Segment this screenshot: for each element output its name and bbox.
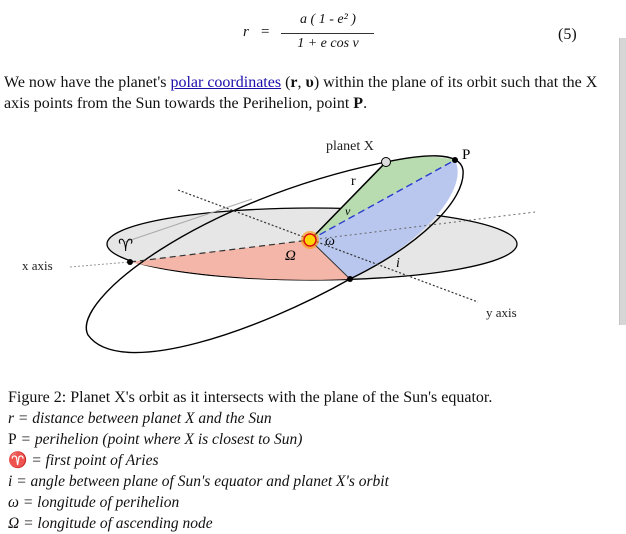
para-v-symbol: υ <box>305 74 314 91</box>
perihelion-label: P <box>462 147 471 163</box>
y-axis-label: y axis <box>486 305 517 320</box>
caption-line-perihelion: P = perihelion (point where X is closest to Sun) <box>8 431 303 448</box>
para-text-2: ( <box>281 74 291 91</box>
para-r-symbol: r <box>290 74 298 91</box>
equation-number: (5) <box>558 26 577 43</box>
equation-numerator: a ( 1 - e² ) <box>300 12 356 27</box>
aries-label: ♈ <box>118 236 134 256</box>
x-axis-line <box>70 262 130 267</box>
fraction-bar <box>281 33 374 34</box>
i-label: i <box>396 256 400 271</box>
para-text-4: . <box>363 95 368 112</box>
page-scrollbar[interactable] <box>619 38 626 325</box>
small-omega-label: ω <box>325 234 335 249</box>
para-P-symbol: P <box>353 95 364 112</box>
equation-equals: = <box>261 24 270 40</box>
para-text-3: ) within the plane of its orbit such that the X axis points from the Sun towards the Perihelion, point <box>4 74 598 112</box>
planet-x-label: planet X <box>326 139 374 154</box>
sun-icon <box>301 231 319 249</box>
r-label: r <box>351 174 356 189</box>
intro-paragraph <box>4 72 604 114</box>
orbit-diagram <box>0 130 560 380</box>
equation-lhs: r <box>243 24 249 40</box>
para-text-1: We now have the planet's <box>4 74 171 91</box>
equation-denominator: 1 + e cos v <box>297 36 359 51</box>
x-axis-label: x axis <box>22 258 53 273</box>
big-omega-label: Ω <box>285 248 296 264</box>
descending-node-point <box>347 276 353 282</box>
perihelion-point <box>452 157 458 163</box>
caption-line-omega: ω = longitude of perihelion <box>8 494 180 511</box>
caption-line-inclination: i = angle between plane of Sun's equator and planet X's orbit <box>8 473 389 490</box>
caption-line-r: r = distance between planet X and the Sun <box>8 410 272 427</box>
orbit-equation <box>0 0 626 62</box>
polar-coordinates-link[interactable]: polar coordinates <box>170 74 282 91</box>
caption-line-aries: ♈ = first point of Aries <box>8 452 159 469</box>
figure-caption <box>8 387 618 534</box>
planet-x <box>382 158 391 167</box>
para-comma: , <box>297 74 306 91</box>
ascending-node-point <box>127 259 133 265</box>
caption-line-ascending-node: Ω = longitude of ascending node <box>8 515 213 532</box>
caption-title: Figure 2: Planet X's orbit as it intersects with the plane of the Sun's equator. <box>8 389 493 406</box>
v-label: v <box>345 204 351 218</box>
